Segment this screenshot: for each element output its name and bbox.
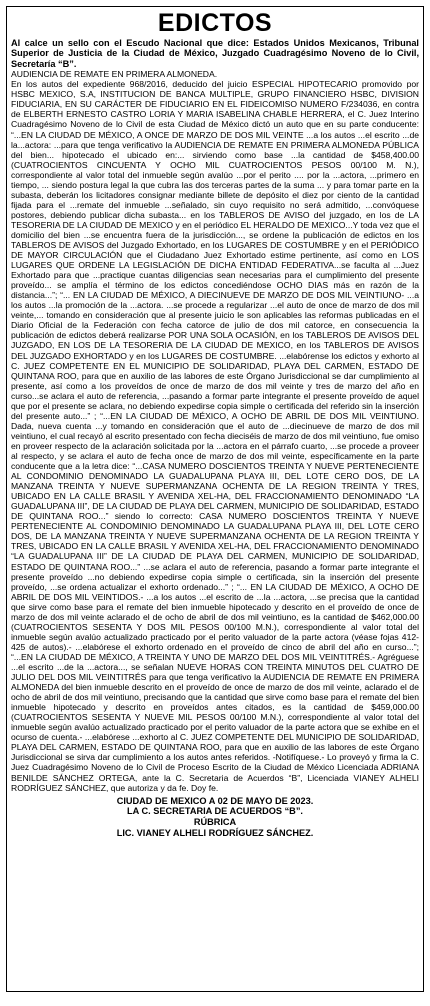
signature-block bbox=[11, 796, 419, 839]
edict-notice bbox=[6, 6, 424, 992]
page-title: EDICTOS bbox=[157, 9, 273, 37]
seal-description: Al calce un sello con el Escudo Nacional que dice: Estados Unidos Mexicanos, Tribunal Superior de Justicia de la Ciudad de México, Juzgado Cuadragésimo Noveno de lo Civil, Secretaría “B”. bbox=[11, 38, 419, 69]
signature-line: RÚBRICA bbox=[193, 817, 237, 828]
date-line: CIUDAD DE MEXICO A 02 DE MAYO DE 2023. bbox=[116, 795, 314, 806]
section-heading: AUDIENCIA DE REMATE EN PRIMERA ALMONEDA. bbox=[11, 69, 218, 80]
secretary-line: LA C. SECRETARIA DE ACUERDOS “B”. bbox=[127, 806, 303, 817]
edict-body: En los autos del expediente 968/2016, deducido del juicio ESPECIAL HIPOTECARIO promovido por HSBC MEXICO, S.A, INSTITUCION DE BANCA MULTIPLE, GRUPO FINANCIERO HSBC, DIVISION FIDUCIARIA, EN SU CARÁCTER DE FIDUCIARIO EN EL FIDEICOMISO NUMERO F/234036, en contra de ELBERTH ERNESTO CASTRO LORIA Y MARIA ISABELINA CHABLE HERRERA, el C. Juez Interino Cuadragésimo Noveno de lo Civil de esta Ciudad de México dictó un auto que en su parte conducente: “...EN LA CIUDAD DE MÉXICO, A ONCE DE MARZO DE DOS MIL VEINTE ...a los autos ...el escrito ...de la...actora: ...para que tenga verificativo la AUDIENCIA DE REMATE EN PRIMERA ALMONEDA PÚBLICA del bien... hipotecado el ubicado en:... sirviendo como base ...la cantidad de $458,400.00 (CUATROCIENTOS CINCUENTA Y OCHO MIL CUATROCIENTOS PESOS 00/100 M. N.), correspondiente al valor total del inmueble según avalúo ...por el perito .... por la ...actora, ...primero en tiempo, ... siendo postura legal la que cubra las dos terceras partes de la suma ... y para tomar parte en la subasta, deberán los licitadores consignar mediante billete de depósito el diez por ciento de la cantidad fijada para el ...remate del inmueble ...señalado, sin cuyo requisito no será admitido, ...convóquese postores, debiendo publicar dicha subasta... en los TABLEROS DE AVISO del juzgado, en los de LA TESORERIA DE LA CIUDAD DE MEXICO y en el periódico EL HERALDO DE MEXICO...Y toda vez que el domicilio del bien ...se encuentra fuera de la jurisdicción..., se ordene la publicación de edictos en los TABLEROS DE AVISOS del Juzgado Exhortado, en los LUGARES DE COSTUMBRE y en el PERIÓDICO DE MAYOR CIRCULACIÓN que el Ciudadano Juez Exhortado estime pertinente, así como en LOS LUGARES QUE ORDENE LA LEGISLACIÓN DE DICHA ENTIDAD FEDERATIVA...se faculta al ...Juez Exhortado para que ...practique cuantas diligencias sean necesarias para el cumplimiento del presente proveído... se amplía el término de los edictos concediéndose OCHO DIAS más en razón de la distancia...”; “... EN LA CIUDAD DE MÉXICO, A DIECINUEVE DE MARZO DE DOS MIL VEINTIUNO- ...a los autos ...la promoción de la ...actora. ...se procede a regularizar ...el auto de once de marzo de dos mil veinte,... tomando en consideración que al presente juicio le son aplicables las reformas publicadas en el Diario Oficial de la Federación con fecha catorce de julio de dos mil catorce, en consecuencia la publicación de edictos deberá realizarse POR UNA SOLA OCASIÓN, en los TABLEROS DE AVISOS DEL JUZGADO, EN LOS DE LA TESORERIA DE LA CIUDAD DE MEXICO, en los TABLEROS DE AVISOS DEL JUZGADO EXHORTADO y en los LUGARES DE COSTUMBRE. ...elabórense los edictos y exhorto al C. JUEZ COMPETENTE EN EL MUNICIPIO DE SOLIDARIDAD, PLAYA DEL CARMEN, ESTADO DE QUINTANA ROO, para que en auxilio de las labores de este Órgano Jurisdiccional se dar cumplimiento al presente, así como a los proveídos de once de marzo de dos mil veinte y tres de marzo del año en curso...se aclara el auto de referencia, ...pasando a formar parte integrante el presente proveído de aquel que por el presente se aclara, no debiendo expedirse copia simple o certificada del referido sin la inserción del presente auto...” ; “...EN LA CIUDAD DE MÉXICO, A OCHO DE ABRIL DE DOS MIL VEINTIUNO. Dada, nueva cuenta ...y tomando en consideración que el auto de ...diecinueve de marzo de dos mil veintiuno, el cual recayó al escrito presentado con fecha dieciséis de marzo de dos mil veintiuno, fue omiso en proveer respecto de la aclaración solicitada por la ...actora en el párrafo cuarto, ...se procede a proveer al respecto, y se aclara el auto de fecha once de marzo de dos mil veinte, específicamente en la parte conducente que a la letra dice: “...CASA NUMERO DOSCIENTOS TREINTA Y NUEVE PERTENECIENTE AL CONDOMINIO DENOMINADO LA GUADALUPANA PLAYA III, DEL LOTE CERO DOS, DE LA MANZANA TREINTA Y NUEVE SUPERMANZANA OCHENTA DE LA REGION TREINTA Y TRES, UBICADO EN LA CALLE BRASIL Y AVENIDA XEL-HA, DEL FRACCIONAMIENTO DENOMINADO “LA GUADALUPANA III”, DE LA CIUDAD DE PLAYA DEL CARMEN, MUNICIPIO DE SOLIDARIDAD, ESTADO DE QUINTANA ROO...” siendo lo correcto: CASA NUMERO DOSCIENTOS TREINTA Y NUEVE PERTENECIENTE AL CONDOMINIO DENOMINADO LA GUADALUPANA PLAYA III, DEL LOTE CERO DOS, DE LA MANZANA TREINTA Y NUEVE SUPERMANZANA OCHENTA DE LA REGION TREINTA Y TRES, UBICADO EN LA CALLE BRASIL Y AVENIDA XEL-HA, DEL FRACCIONAMIENTO DENOMINADO “LA GUADALUPANA III” DE LA CIUDAD DE PLAYA DEL CARMEN, MUNICIPIO DE SOLIDARIDAD, ESTADO DE QUINTANA ROO...” ...se aclara el auto de referencia, pasando a formar parte integrante el presente proveído ...no debiendo expedirse copia simple o certificada, sin la inserción del presente proveído, ...se ordena actualizar el exhorto ordenado...” ; “... EN LA CIUDAD DE MÉXICO, A OCHO DE ABRIL DE DOS MIL VEINTIDOS.- ...a los autos ...el escrito de ...la ...actora, ...se precisa que la cantidad que sirve como base para el remate del bien inmueble hipotecado y descrito en el proveído de once de marzo de dos mil veinte aclarado el de ocho de abril de dos mil veintiuno, es la cantidad de $462,000.00 (CUATROCIENTOS SESENTA Y DOS MIL PESOS 00/100 M.N.), correspondiente al valor total del inmueble según avalúo actualizado practicado por el perito valuador de la parte actora (véase fojas 412-425 de autos).- ...elabórese el exhorto ordenado en el proveído de cinco de abril del año en curso...”; “...EN LA CIUDAD DE MÉXICO, A TREINTA Y UNO DE MARZO DEL DOS MIL VEINTITRÉS.- Agréguese ...el escrito ...de la ...actora..., se señalan NUEVE HORAS CON TREINTA MINUTOS DEL CUATRO DE JULIO DEL DOS MIL VEINTITRÉS para que tenga verificativo la AUDIENCIA DE REMATE EN PRIMERA ALMONEDA del bien inmueble descrito en el proveído de once de marzo de dos mil veinte, aclarado el de ocho de abril de dos mil veintiuno, precisando que la cantidad que sirve como base para el remate del bien inmueble hipotecado y descrito en proveídos antes citados, es la cantidad de $459,000.00 (CUATROCIENTOS SESENTA Y NUEVE MIL PESOS 00/100 M.N.), correspondiente al valor total del inmueble según avalúo actualizado practicado por el perito valuador de la parte actora que se exhibe en el ocurso de cuenta.- ...elabórese ...exhorto al C. JUEZ COMPETENTE DEL MUNICIPIO DE SOLIDARIDAD, PLAYA DEL CARMEN, ESTADO DE QUINTANA ROO, para que en auxilio de las labores de este Órgano Jurisdiccional se sirva dar cumplimiento a los autos antes referidos. -Notifíquese.- Lo proveyó y firma la C. Juez Cuadragésimo Noveno de lo Civil de Proceso Escrito de la Ciudad de México Licenciada ADRIANA BENILDE SÁNCHEZ ORTEGA, ante la C. Secretaria de Acuerdos “B”, Licenciada VIANEY ALHELI RODRÍGUEZ SÁNCHEZ, que autoriza y da fe. Doy fe. bbox=[11, 79, 419, 793]
name-line: LIC. VIANEY ALHELI RODRÍGUEZ SÁNCHEZ. bbox=[116, 827, 314, 838]
